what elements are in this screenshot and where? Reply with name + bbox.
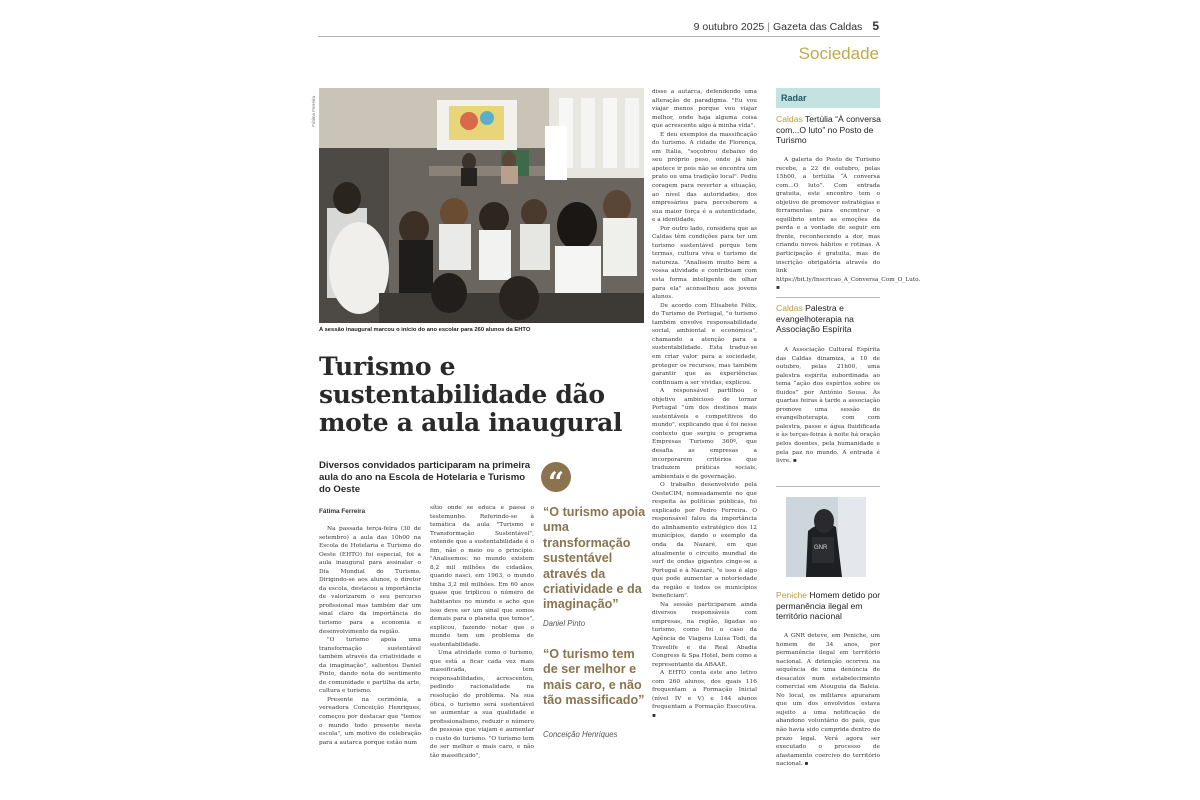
body-column-2 <box>430 504 534 774</box>
pull-quote-2: “O turismo tem de ser melhor e mais caro, e não tão massificado” <box>543 647 645 708</box>
brief-2-title <box>776 303 884 335</box>
section-title: Sociedade <box>798 44 879 63</box>
body-paragraph: Por outro lado, considera que as Caldas têm condições para ter um turismo sustentável porque tem termas, cultura viva e turismo de natureza. "Analisem muito bem a vossa atividade e contribuam com esta forma inteligente de olhar para ela" aconselhou aos jovens alunos. <box>652 225 757 301</box>
body-paragraph: "O turismo apoia uma transformação sustentável também através da criatividade e da imaginação", salientou Daniel Pinto, dando nota do sentimento de comunidade e partilha da arte, cultura e turismo. <box>319 637 421 695</box>
pull-quote-1: “O turismo apoia uma transformação sustentável através da criatividade e da imaginação” <box>543 505 646 612</box>
brief-2-headline: Palestra e evangelhoterapia na Associação Espírita <box>776 303 854 335</box>
brief-divider <box>776 297 880 298</box>
brief-2-body: A Associação Cultural Espírita das Caldas dinamiza, a 10 de outubro, pelas 21h00, uma palestra espírita subordinada ao tema “ação dos espíritos sobre os fluidos” por António Sousa. Às quartas feiras à tarde a associação promove uma sessão de evangelhoterapia, com com palestra, passe e água fluidificada e às terças-feiras à noite há oração pelos doentes, pela humanidade e pela paz no mundo. A entrada é livre. ▪ <box>776 347 880 465</box>
radar-label: Radar <box>781 93 807 103</box>
body-column-3 <box>652 88 757 776</box>
body-paragraph: sítio onde se educa e passa o testemunho. Referindo-se à temática da aula "Turismo e Transformação Sustentável", entende que a sustentabilidade é o fim, não o meio ou o princípio. "Analisemos: no mundo existem 8,2 mil milhões de cidadãos, quando nasci, em 1963, o mundo tinha 3,2 mil milhões. Em 60 anos quase que triplicou o número de habitantes no mundo e acho que isso deve ser um sinal que somos demais para o planeta que temos", explicou, fazendo notar que o mundo tem um problema de sustentabilidade. <box>430 505 534 648</box>
header-separator: | <box>767 21 770 33</box>
classroom-photo-illustration <box>319 88 644 323</box>
body-paragraph: Na passada terça-feira (30 de setembro) a aula das 10h00 na Escola de Hotelaria e Turismo do Oeste (EHTO) foi especial, foi a aula inaugural para assinalar o Dia Mundial do Turismo. Dirigindo-se aos alunos, o diretor da escola, destacou a importância de valorizarem o seu percurso profissional mas também dar um sinal claro da importância do turismo para a economia e desenvolvimento da região. <box>319 526 421 635</box>
article-photo <box>319 88 644 323</box>
body-paragraph: Uma atividade como o turismo, que está a ficar cada vez mais massificada, tem responsabilidades, acrescentou, pedindo racionalidade na resolução do problema. Na sua ótica, o turismo será sustentável se aumentar a sua qualidade e profissionalismo, reduzir o número de pessoas que viajam e aumentar o custo do turismo. "O turismo tem de ser melhor e mais caro, e não tão massificado", <box>430 650 534 759</box>
header-rule <box>318 36 880 37</box>
body-paragraph: A responsável partilhou o objetivo ambicioso de tornar Portugal "um dos destinos mais sustentáveis e competitivos do mundo", explicando que é foi nesse contexto que surgiu o programa Empresas Turismo 360º, que desafia as empresas a incorporarem critérios que traduzem práticas sociais, ambientais e de governação. <box>652 388 757 480</box>
photo-caption: A sessão inaugural marcou o início do ano escolar para 260 alunos da EHTO <box>319 327 531 333</box>
body-paragraph: De acordo com Elisabete Félix, do Turismo de Portugal, "o turismo também envolve responsabilidade social, ambiental e económica", chamando a atenção para a sustentabilidade. Esta traduz-se em criar valor para a sociedade, proteger os recursos, mas também garantir que as experiências continuam a ser vividas, explicou. <box>652 302 757 386</box>
body-column-1 <box>319 525 421 775</box>
brief-2-place: Caldas <box>776 303 803 313</box>
article-headline: Turismo e sustentabilidade dão mote a aula inaugural <box>319 352 623 437</box>
brief-1-title <box>776 114 884 146</box>
body-paragraph: Na sessão participaram ainda diversos responsáveis com empresas, na região, ligadas ao turismo, como foi o caso da Agência de Viagens Luísa Todi, da Travelife e da Real Abadia Congress & Spa Hotel, bem como a representante da ABAAE. <box>652 601 757 668</box>
brief-1-place: Caldas <box>776 114 803 124</box>
page-header <box>694 19 879 33</box>
body-paragraph: disse a autarca, defendendo uma alteração de paradigma. "Eu vou viajar menos porque vou viajar melhor, onde haja alguma coisa que acrescente algo à minha vida". <box>652 89 757 130</box>
brief-3-body: A GNR deteve, em Peniche, um homem de 34 anos, por permanência ilegal em território nacional. A detenção ocorreu na sequência de uma denúncia de desacatos num estabelecimento comercial em Atouguia da Baleia. No local, os militares apuraram que um dos envolvidos estava sujeito a uma notificação de abandono voluntário do país, que não havia sido cumprida dentro do prazo legal. Verá agora ser executado o processo de afastamento coercivo do território nacional. ▪ <box>776 633 880 768</box>
pull-quote-2-author: Conceição Henriques <box>543 730 618 739</box>
brief-3-title <box>776 590 884 622</box>
brief-3-thumbnail <box>786 497 866 577</box>
brief-divider <box>776 486 880 487</box>
body-paragraph: E deu exemplos da massificação do turismo. A cidade de Florença, em Itália, "soçobrou debaixo do seu próprio peso, onde já não apetece ir pois não se encontra um prato ou uma tradição local". Pediu coragem para reverter a situação, ao nível das autoridades, dos empresários para perceberem a sua maior força é a autenticidade, e a identidade. <box>652 131 757 224</box>
article-byline: Fátima Ferreira <box>319 508 366 515</box>
body-paragraph: A EHTO conta este ano letivo com 260 alunos, dos quais 116 frequentam a Formação Inicial (nível IV e V) e 144 alunos frequentam a Formação Executiva. ▪ <box>652 670 757 719</box>
publication-name: Gazeta das Caldas <box>773 21 863 33</box>
pull-quote-1-author: Daniel Pinto <box>543 619 586 628</box>
brief-3-headline: Homem detido por permanência ilegal em território nacional <box>776 590 881 622</box>
body-paragraph: Presente na cerimónia, a vereadora Conceição Henriques, começou por destacar que "temos o mundo todo presente nesta escola", um motivo de celebração para a autarca porque estão num <box>319 696 421 746</box>
brief-1-body: A galeria do Posto de Turismo recebe, a 22 de outubro, pelas 15h00, a tertúlia “À conversa com...O luto”. Com entrada gratuita, este encontro tem o objetivo de promover estratégias e ferramentas para encontrar o equilíbrio entre as emoções da perda e a vontade de seguir em frente, reconhecendo a dor, mas criando novos hábitos e rotinas. A participação é gratuita, mas de inscrição obrigatória através do link https://bit.ly/Inscricao_A_Conversa_Com_O_Luto. ▪ <box>776 157 921 292</box>
brief-1-headline: Tertúlia “À conversa com...O luto” no Posto de Turismo <box>776 114 881 146</box>
gnr-officer-illustration <box>786 497 866 577</box>
page-number: 5 <box>872 19 879 33</box>
brief-3-place: Peniche <box>776 590 808 600</box>
photo-credit: Fátima Ferreira <box>311 96 316 127</box>
quote-mark-icon: “ <box>541 462 571 492</box>
article-subheadline: Diversos convidados participaram na primeira aula do ano na Escola de Hotelaria e Turismo do Oeste <box>319 460 531 496</box>
issue-date: 9 outubro 2025 <box>693 21 765 33</box>
gnr-badge-text: GNR <box>814 545 828 551</box>
body-paragraph: O trabalho desenvolvido pela OesteCIM, nomeadamente no que respeita às políticas públicas, foi explicado por Pedro Ferreira. O responsável falou da importância do alinhamento estratégico dos 12 municípios, dando o exemplo da onda da Nazaré, em que atualmente o circuito mundial de surf de ondas gigantes cinge-se a Portugal e à Nazaré, "e isso é algo que pode aumentar a notoriedade da região e todos os municípios beneficiam". <box>652 482 757 600</box>
